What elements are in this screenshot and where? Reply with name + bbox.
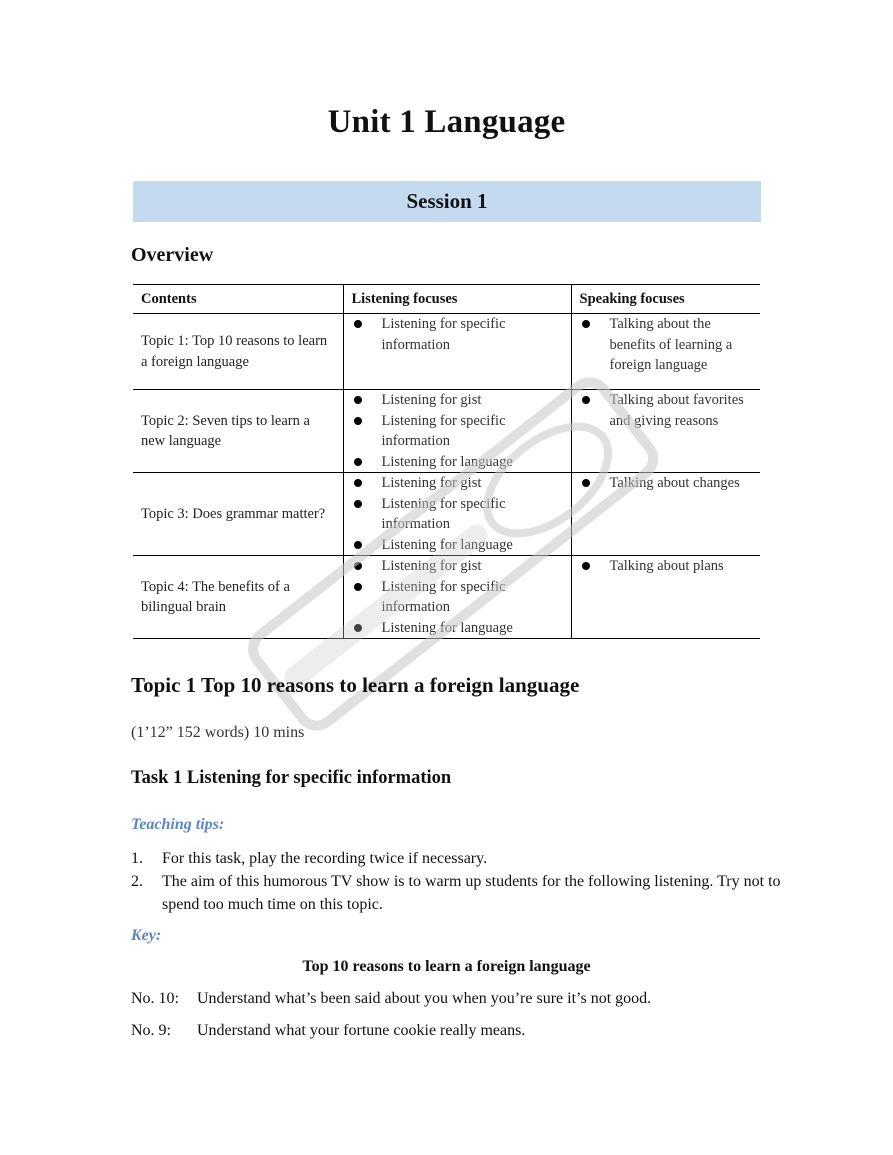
table-row	[133, 390, 760, 473]
listening-cell	[343, 314, 571, 390]
list-item: Listening for gist	[352, 556, 563, 577]
list-item: Listening for specific information	[352, 411, 563, 452]
table-row	[133, 556, 760, 639]
list-item: Listening for specific information	[352, 314, 563, 355]
overview-table	[133, 284, 760, 639]
list-item: Listening for language	[352, 535, 563, 556]
teaching-tips-label	[131, 816, 224, 834]
list-item: Listening for language	[352, 618, 563, 639]
key-label	[131, 927, 161, 945]
header-speaking: Speaking focuses	[571, 285, 760, 314]
list-item: Talking about changes	[580, 473, 753, 494]
tips-label-text: Teaching tips	[131, 816, 219, 833]
tip-number: 2.	[131, 873, 143, 890]
list-item	[131, 870, 781, 916]
list-item: Talking about the benefits of learning a foreign language	[580, 314, 753, 376]
reason-text: Understand what your fortune cookie really means.	[197, 1022, 526, 1039]
session-banner	[133, 181, 761, 222]
task-heading: Task 1 Listening for specific information	[131, 768, 452, 788]
table-row	[133, 473, 760, 556]
key-label-text: Key	[131, 927, 156, 944]
tip-number: 1.	[131, 850, 143, 867]
topic-heading: Topic 1 Top 10 reasons to learn a foreign language	[131, 673, 580, 697]
header-contents: Contents	[133, 285, 343, 314]
duration-info: (1’12” 152 words) 10 mins	[131, 724, 305, 741]
key-label-colon: :	[155, 927, 162, 944]
tips-label-colon: :	[218, 816, 225, 833]
list-item: Talking about plans	[580, 556, 753, 577]
topic-cell: Topic 1: Top 10 reasons to learn a foreign language	[133, 314, 343, 390]
tip-text: The aim of this humorous TV show is to warm up students for the following listening. Try not to spend too much time on this topic.	[162, 873, 781, 913]
tip-text: For this task, play the recording twice if necessary.	[162, 850, 488, 867]
overview-heading: Overview	[131, 244, 214, 266]
table-header-row	[133, 285, 760, 314]
speaking-cell	[571, 473, 760, 556]
listening-cell	[343, 473, 571, 556]
list-item	[131, 847, 781, 870]
topic-cell: Topic 2: Seven tips to learn a new language	[133, 390, 343, 473]
page-title: Unit 1 Language	[327, 104, 566, 140]
listening-cell	[343, 556, 571, 639]
session-label: Session 1	[406, 189, 488, 213]
topic-cell: Topic 3: Does grammar matter?	[133, 473, 343, 556]
reason-text: Understand what’s been said about you when you’re sure it’s not good.	[197, 990, 652, 1007]
list-item: Listening for gist	[352, 390, 563, 411]
reason-item	[131, 990, 651, 1008]
tips-list	[131, 847, 781, 916]
header-listening: Listening focuses	[343, 285, 571, 314]
table-row	[133, 314, 760, 390]
list-item: Listening for specific information	[352, 494, 563, 535]
reason-number: No. 10:	[131, 990, 179, 1007]
speaking-cell	[571, 556, 760, 639]
reason-item	[131, 1022, 525, 1040]
key-title: Top 10 reasons to learn a foreign language	[302, 958, 591, 975]
list-item: Talking about favorites and giving reasons	[580, 390, 753, 431]
list-item: Listening for language	[352, 452, 563, 473]
list-item: Listening for gist	[352, 473, 563, 494]
topic-cell: Topic 4: The benefits of a bilingual brain	[133, 556, 343, 639]
reason-number: No. 9:	[131, 1022, 171, 1039]
speaking-cell	[571, 390, 760, 473]
speaking-cell	[571, 314, 760, 390]
listening-cell	[343, 390, 571, 473]
list-item: Listening for specific information	[352, 577, 563, 618]
